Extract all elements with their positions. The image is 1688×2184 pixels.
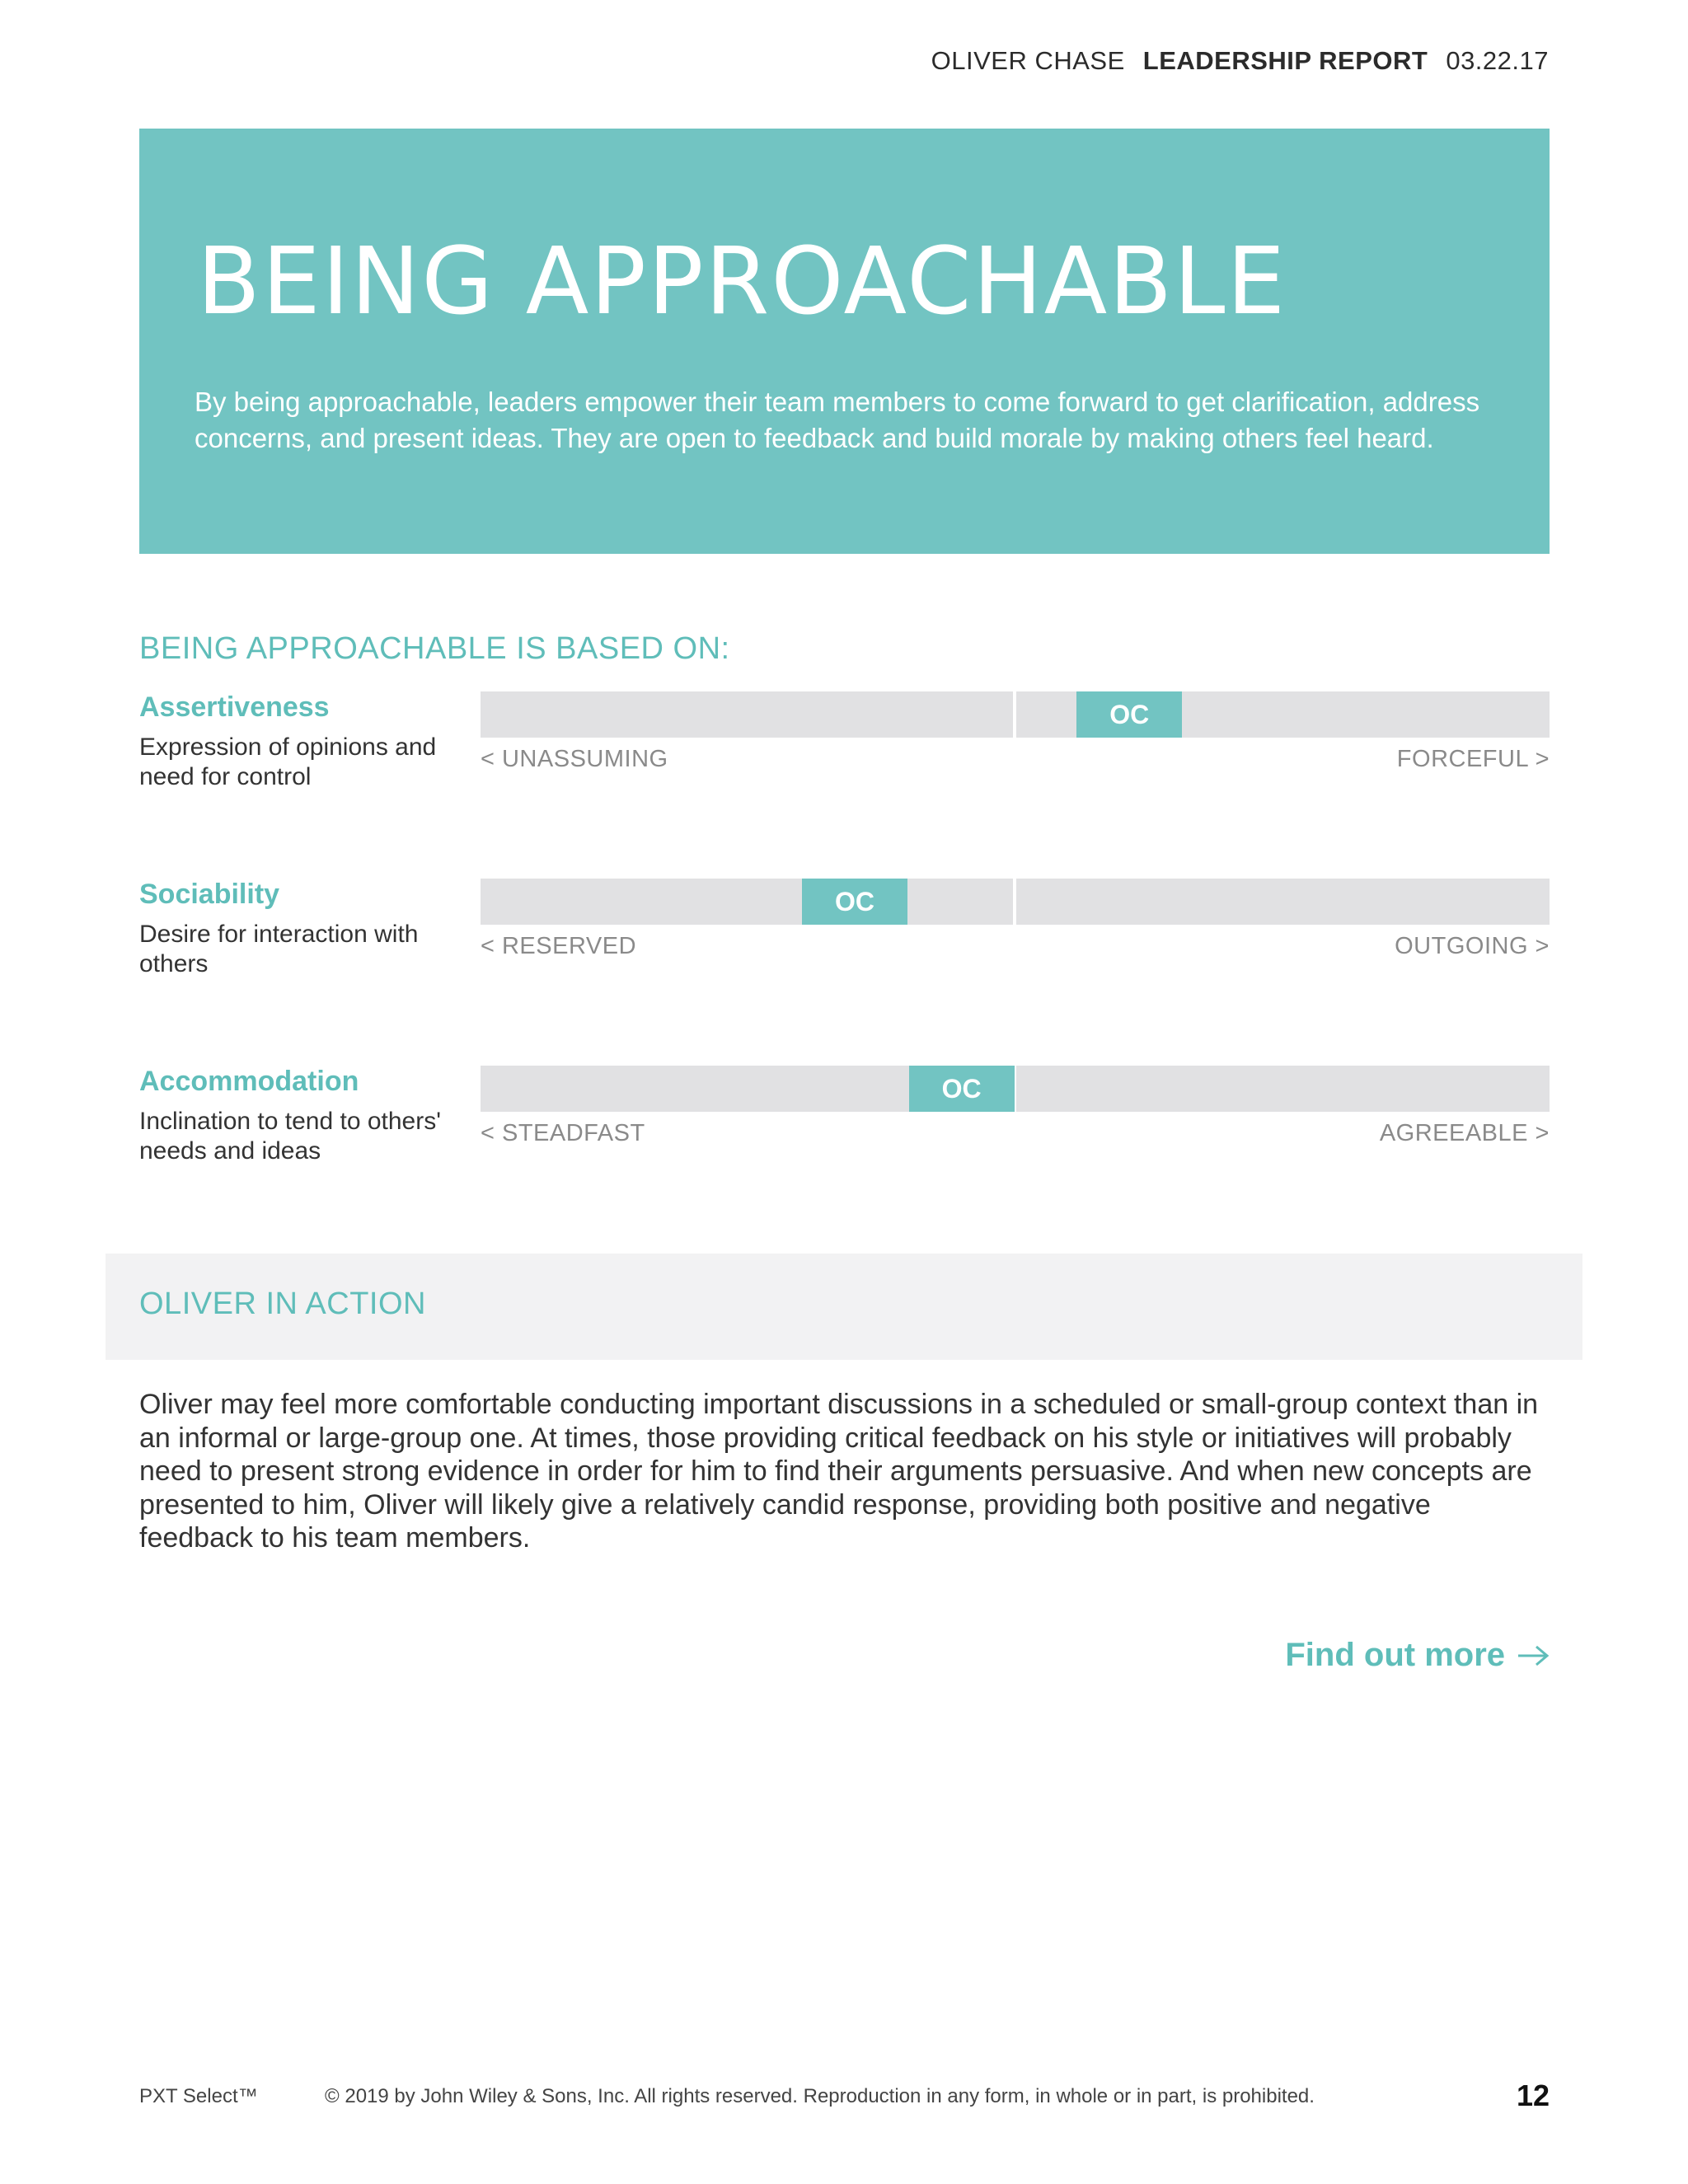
- trait-scale-bar: [481, 1066, 1550, 1112]
- person-name: OLIVER CHASE: [931, 46, 1125, 75]
- find-out-more-link[interactable]: [1285, 1637, 1550, 1674]
- trait-name: Accommodation: [139, 1066, 359, 1097]
- section-heading-action: OLIVER IN ACTION: [139, 1286, 426, 1321]
- arrow-right-icon: [1517, 1643, 1550, 1668]
- hero-description: By being approachable, leaders empower their team members to come forward to get clarification, address concerns, and present ideas. They are open to feedback and build morale by making others feel heard.: [195, 387, 1480, 453]
- score-marker: OC: [909, 1066, 1015, 1112]
- scale-high-half: [1016, 879, 1550, 925]
- scale-high-label: FORCEFUL >: [1396, 746, 1550, 772]
- scale-low-label: < STEADFAST: [481, 1120, 645, 1146]
- hero-banner: [139, 129, 1550, 554]
- score-marker: OC: [802, 879, 907, 925]
- section-heading-based-on: BEING APPROACHABLE IS BASED ON:: [139, 631, 730, 666]
- scale-low-half: [481, 879, 1013, 925]
- trait-scale-bar: [481, 879, 1550, 925]
- scale-low-label: < UNASSUMING: [481, 746, 668, 772]
- page-title: BEING APPROACHABLE: [197, 228, 1287, 335]
- scale-high-half: [1016, 1066, 1550, 1112]
- find-out-more-label: Find out more: [1285, 1637, 1505, 1673]
- footer-copyright: © 2019 by John Wiley & Sons, Inc. All rights reserved. Reproduction in any form, in whole or in part, is prohibited.: [325, 2085, 1315, 2107]
- scale-low-label: < RESERVED: [481, 933, 637, 959]
- action-section-header: [106, 1254, 1582, 1360]
- score-marker: OC: [1076, 691, 1182, 738]
- trait-description: Inclination to tend to others' needs and ideas: [139, 1108, 441, 1165]
- trait-name: Sociability: [139, 879, 280, 910]
- trait-assertiveness: [139, 691, 1550, 823]
- report-title: LEADERSHIP REPORT: [1142, 46, 1428, 75]
- trait-description: Desire for interaction with others: [139, 921, 419, 977]
- scale-high-label: AGREEABLE >: [1379, 1120, 1550, 1146]
- page-footer: [139, 2079, 1550, 2115]
- trait-accommodation: [139, 1066, 1550, 1197]
- trait-name: Assertiveness: [139, 691, 330, 723]
- report-header: [931, 46, 1549, 76]
- action-description: Oliver may feel more comfortable conducting important discussions in a scheduled or small-group context than in an informal or large-group one. At times, those providing critical feedback on his style or initiatives will probably need to present strong evidence in order for him to find their arguments persuasive. And when new concepts are presented to him, Oliver will likely give a relatively candid response, providing both positive and negative feedback to his team members.: [139, 1389, 1539, 1554]
- trait-scale-bar: [481, 691, 1550, 738]
- footer-brand: PXT Select™: [139, 2085, 258, 2107]
- scale-low-half: [481, 691, 1013, 738]
- scale-high-label: OUTGOING >: [1395, 933, 1550, 959]
- trait-sociability: [139, 879, 1550, 1010]
- report-date: 03.22.17: [1446, 46, 1549, 75]
- page-number: 12: [1516, 2079, 1550, 2112]
- trait-description: Expression of opinions and need for control: [139, 733, 437, 790]
